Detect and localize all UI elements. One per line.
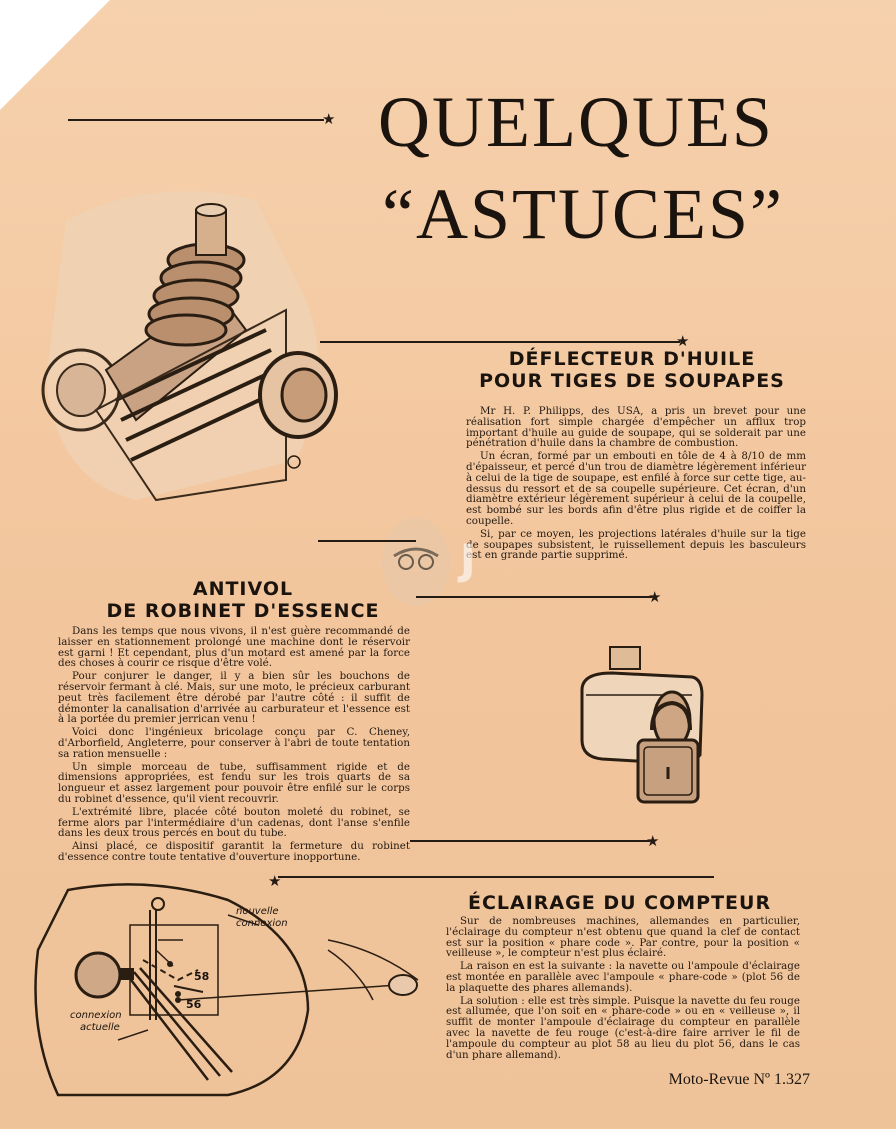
- section2-rule: [416, 596, 652, 598]
- title-line-1: QUELQUES: [378, 82, 774, 162]
- torn-corner: [0, 0, 110, 110]
- paragraph: Un écran, formé par un embouti en tôle de 4 à 8/10 de mm d'épaisseur, et percé d'un trou de diamètre légèrement inférieur à celui de la tige de soupape, est enfilé à force sur cette tige, au-dessus du ressort et de sa coupelle supérieure. Cet écran, d'un diamètre extérieur légèrement supérieur à celui de la coupelle, est bombé sur les bords afin d'être plus rigide et de coiffer la coupelle.: [466, 450, 806, 527]
- section2-rule-short: [318, 540, 416, 542]
- section2-heading-line1: ANTIVOL: [192, 578, 294, 600]
- paragraph: Dans les temps que nous vivons, il n'est guère recommandé de laisser en stationnement prolongé une machine dont le réservoir est garni ! Et cependant, plus d'un motard est amené par la force des choses à courir ce risque d'être volé.: [58, 625, 410, 670]
- section2-heading-line2: DE ROBINET D'ESSENCE: [106, 600, 380, 622]
- section3-body: [446, 916, 800, 1062]
- star-icon: ★: [322, 110, 336, 128]
- section1-rule: [320, 341, 680, 343]
- star-icon: ★: [268, 872, 282, 890]
- star-icon: ★: [676, 332, 690, 350]
- section1-body: [466, 406, 806, 563]
- padlock-illustration: [572, 645, 712, 820]
- paragraph: Pour conjurer le danger, il y a bien sûr les bouchons de réservoir fermant à clé. Mais, sur une moto, le précieux carburant peut très facilement être dérobé par l'autre côté : il suffit de démonter la canalisation d'arrivée au carburateur et l'essence est à la portée du premier jerrican venu !: [58, 670, 410, 726]
- title-line-2: “ASTUCES”: [382, 174, 784, 254]
- valve-deflector-illustration: [36, 180, 346, 510]
- label-new-connection-2: connexion: [236, 918, 288, 929]
- label-old-connection-2: actuelle: [80, 1022, 120, 1033]
- wiring-diagram: [28, 880, 448, 1120]
- svg-text:J: J: [460, 535, 476, 584]
- section2-body: [58, 626, 410, 865]
- section1-heading-line2: POUR TIGES DE SOUPAPES: [479, 370, 785, 392]
- title-rule: [68, 119, 324, 121]
- section2-heading: [58, 578, 428, 622]
- plot-56-label: 56: [186, 998, 202, 1011]
- paragraph: La solution : elle est très simple. Puisque la navette du feu rouge est allumée, que l'on soit en « phare-code » ou en « veilleuse », il suffit de monter l'ampoule d'éclairage du compteur en parallèle avec la navette de feu rouge (c'est-à-dire faire arriver le fil de l'ampoule du compteur au plot 58 au lieu du plot 56, dans le cas d'un phare allemand).: [446, 994, 800, 1061]
- paragraph: Sur de nombreuses machines, allemandes en particulier, l'éclairage du compteur n'est obtenu que quand la clef de contact est sur la position « phare code ». Par contre, pour la position « veilleuse », le compteur n'est plus éclairé.: [446, 915, 800, 960]
- section1-heading-line1: DÉFLECTEUR D'HUILE: [508, 348, 756, 370]
- section3-heading: ÉCLAIRAGE DU COMPTEUR: [468, 892, 772, 914]
- plot-58-label: 58: [194, 970, 210, 983]
- section3-rule: [278, 876, 714, 878]
- section2-end-rule: [410, 840, 650, 842]
- footer-issue: Moto-Revue Nº 1.327: [668, 1071, 810, 1088]
- label-new-connection-1: nouvelle: [236, 906, 279, 917]
- star-icon: ★: [646, 832, 660, 850]
- paragraph: Voici donc l'ingénieux bricolage conçu par C. Cheney, d'Arborfield, Angleterre, pour conserver à l'abri de toute tentation sa ration mensuelle :: [58, 726, 410, 760]
- label-old-connection-1: connexion: [70, 1010, 122, 1021]
- paragraph: Si, par ce moyen, les projections latérales d'huile sur la tige de soupapes subsistent, le ruissellement depuis les basculeurs est en grande partie supprimé.: [466, 527, 806, 562]
- paragraph: Un simple morceau de tube, suffisamment rigide et de dimensions appropriées, est fendu sur les trois quarts de sa longueur et assez largement pour pouvoir être enfilé sur le corps du robinet d'essence, qu'il vient recouvrir.: [58, 760, 410, 805]
- paragraph: La raison en est la suivante : la navette ou l'ampoule d'éclairage est montée en parallèle avec l'ampoule « phare-code » (plot 56 de la plaquette des phares allemands).: [446, 960, 800, 994]
- paragraph: L'extrémité libre, placée côté bouton moleté du robinet, se ferme alors par l'intermédiaire d'un cadenas, dont l'anse s'enfile dans les deux trous percés en bout du tube.: [58, 805, 410, 840]
- paragraph: Mr H. P. Philipps, des USA, a pris un brevet pour une réalisation fort simple chargée d'empêcher un afflux trop important d'huile au guide de soupape, qui se solderait par une pénétration d'huile dans la chambre de combustion.: [466, 405, 806, 450]
- paragraph: Ainsi placé, ce dispositif garantit la fermeture du robinet d'essence contre toute tentative d'ouverture inopportune.: [58, 840, 410, 863]
- section1-heading: [462, 348, 802, 392]
- star-icon: ★: [648, 588, 662, 606]
